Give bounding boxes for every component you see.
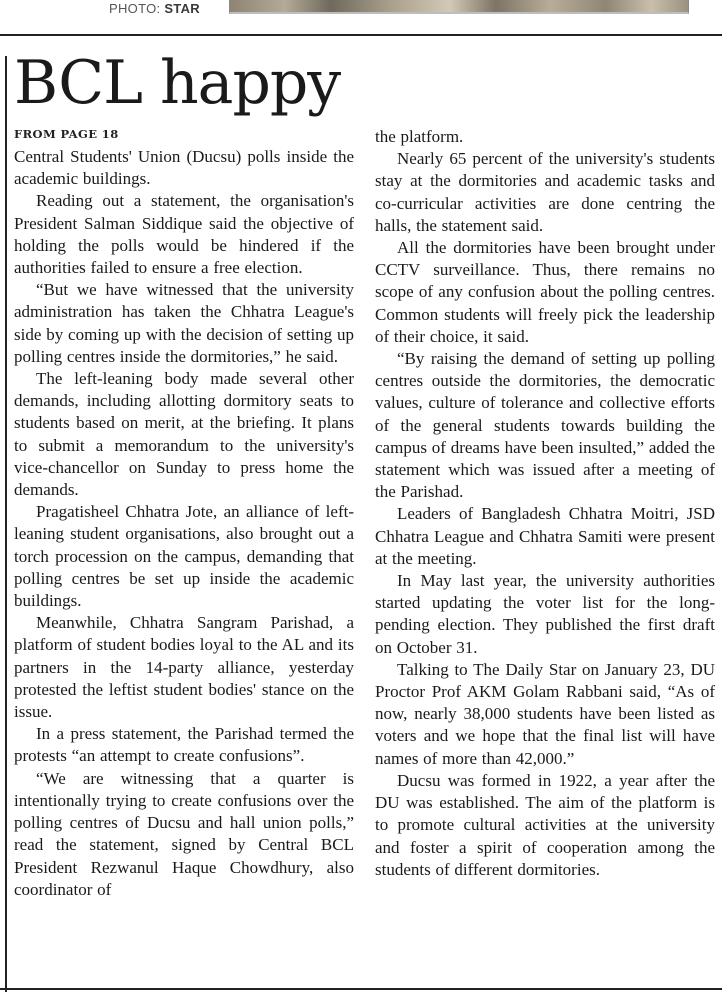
paragraph: Talking to The Daily Star on January 23, DU Proctor Prof AKM Golam Rabbani said, “As of now, nearly 38,000 students have been listed as voters and we hope that the final list will have names of more than 42,000.”	[375, 659, 715, 768]
paragraph: “But we have witnessed that the university administration has taken the Chhatra League's side by coming up with the decision of setting up polling centres inside the dormitories,” he said.	[14, 280, 354, 366]
photo-credit	[109, 1, 200, 16]
photo-strip	[0, 0, 722, 22]
paragraph: the platform.	[375, 127, 464, 146]
bottom-rule	[0, 988, 722, 990]
photo-credit-source: STAR	[164, 1, 200, 16]
paragraph: All the dormitories have been brought under CCTV surveillance. Thus, there remains no scope of any confusion about the polling centres. Common students will freely pick the leadership of their choice, it said.	[375, 238, 715, 346]
paragraph: “By raising the demand of setting up polling centres outside the dormitories, the democratic values, culture of tolerance and collective efforts of the general students towards building the campus of dreams have been insulted,” added the statement which was issued after a meeting of the Parishad.	[375, 349, 715, 502]
paragraph: Ducsu was formed in 1922, a year after the DU was established. The aim of the platform is to promote cultural activities at the university and foster a spirit of cooperation among the students of different dormitories.	[375, 770, 715, 879]
paragraph: The left-leaning body made several other demands, including allotting dormitory seats to students based on merit, at the briefing. It plans to submit a memorandum to the university's vice-chancellor on Sunday to press home the demands.	[14, 369, 354, 500]
jump-line: FROM PAGE 18	[14, 127, 119, 141]
paragraph: Pragatisheel Chhatra Jote, an alliance of left-leaning student organisations, also brought out a torch procession on the campus, demanding that polling centres be set up inside the academic buildings.	[14, 502, 354, 611]
paragraph: Reading out a statement, the organisation's President Salman Siddique said the objective of holding the polls would be hindered if the authorities failed to ensure a free election.	[14, 191, 354, 278]
paragraph: “We are witnessing that a quarter is intentionally trying to create confusions over the polling centres of Ducsu and hall union polls,” read the statement, signed by Central BCL President Rezwanul Haque Chowdhury, also coordinator of	[14, 768, 354, 899]
top-rule	[0, 34, 722, 36]
article-column-left	[14, 146, 354, 901]
paragraph: Leaders of Bangladesh Chhatra Moitri, JSD Chhatra League and Chhatra Samiti were present at the meeting.	[375, 504, 715, 568]
article-headline: BCL happy	[14, 48, 341, 118]
paragraph: Central Students' Union (Ducsu) polls inside the academic buildings.	[14, 147, 354, 189]
paragraph: In a press statement, the Parishad termed the protests “an attempt to create confusions”.	[14, 724, 354, 766]
article-column-right	[375, 126, 715, 881]
photo-credit-label: PHOTO:	[109, 1, 161, 16]
paragraph: Nearly 65 percent of the university's students stay at the dormitories and academic tasks and co-curricular activities are done centring the halls, the statement said.	[375, 149, 715, 235]
left-rule	[5, 56, 7, 992]
paragraph: In May last year, the university authorities started updating the voter list for the long-pending election. They published the first draft on October 31.	[375, 571, 715, 657]
paragraph: Meanwhile, Chhatra Sangram Parishad, a platform of student bodies loyal to the AL and its partners in the 14-party alliance, yesterday protested the leftist student bodies' stance on the issue.	[14, 613, 354, 722]
photo-image-edge	[229, 0, 689, 14]
